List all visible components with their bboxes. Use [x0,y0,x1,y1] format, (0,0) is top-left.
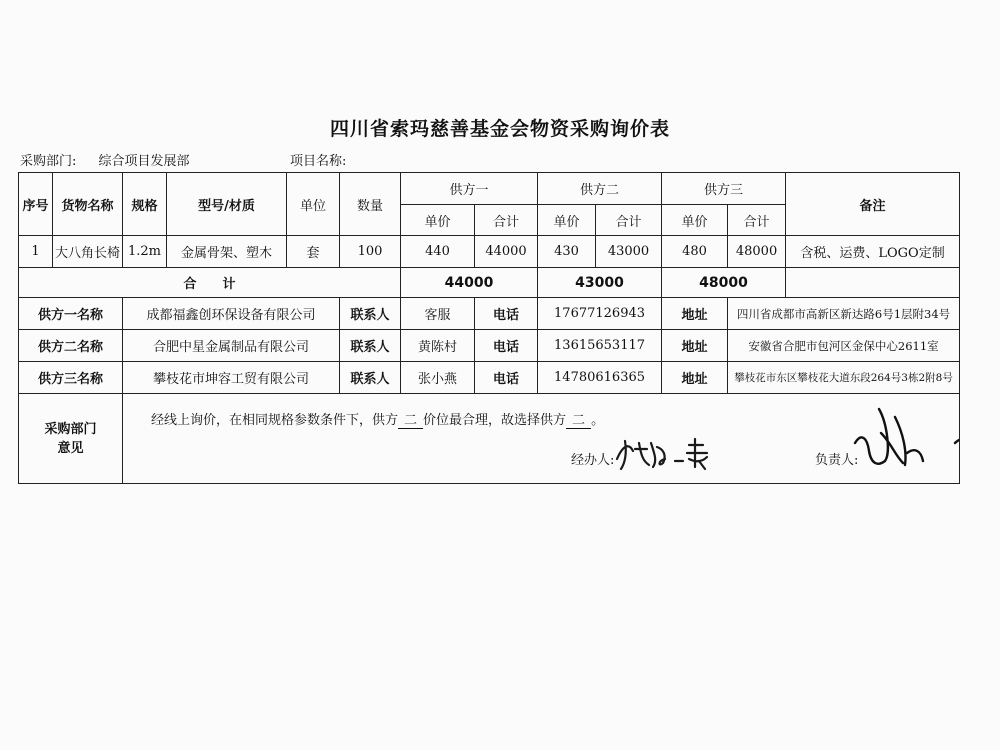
sum-supplier1: 44000 [401,268,538,298]
item-model: 金属骨架、塑木 [167,236,287,268]
supplier-label: 供方三名称 [19,362,123,394]
opinion-text-after: 。 [591,412,605,428]
header-row [19,173,960,205]
supplier-contact: 黄陈村 [401,330,475,362]
item-s3-price: 480 [662,236,728,268]
item-s2-price: 430 [538,236,596,268]
header-s2-unit-price: 单价 [538,205,596,236]
department-value: 综合项目发展部 [98,154,190,169]
item-name: 大八角长椅 [53,236,123,268]
item-s2-total: 43000 [596,236,662,268]
supplier-row [19,298,960,330]
sum-remark [786,268,960,298]
item-remark: 含税、运费、LOGO定制 [786,236,960,268]
header-qty: 数量 [340,173,401,236]
header-spec: 规格 [123,173,167,236]
supplier-address: 攀枝花市东区攀枝花大道东段264号3栋2附8号 [728,362,960,394]
contact-label: 联系人 [340,298,401,330]
handler-label: 经办人: [571,452,615,468]
sum-row [19,268,960,298]
opinion-text-before: 经线上询价，在相同规格参数条件下，供方 [151,412,399,428]
item-spec: 1.2m [123,236,167,268]
opinion-text [151,409,604,429]
sum-label: 合 计 [19,268,401,298]
header-supplier1: 供方一 [401,173,538,205]
supplier-phone: 17677126943 [538,298,662,330]
responsible-signature [851,403,960,475]
opinion-fill-1: 二 [398,409,423,429]
header-unit: 单位 [287,173,340,236]
supplier-name: 合肥中星金属制品有限公司 [123,330,340,362]
supplier-phone: 13615653117 [538,330,662,362]
item-s1-price: 440 [401,236,475,268]
opinion-label [19,394,123,484]
contact-label: 联系人 [340,362,401,394]
header-s1-unit-price: 单价 [401,205,475,236]
supplier-address: 安徽省合肥市包河区金保中心2611室 [728,330,960,362]
item-unit: 套 [287,236,340,268]
contact-label: 联系人 [340,330,401,362]
address-label: 地址 [662,362,728,394]
sum-supplier3: 48000 [662,268,786,298]
supplier-phone: 14780616365 [538,362,662,394]
form-title: 四川省索玛慈善基金会物资采购询价表 [329,118,670,140]
supplier-address: 四川省成都市高新区新达路6号1层附34号 [728,298,960,330]
header-remark: 备注 [786,173,960,236]
opinion-fill-2: 二 [566,409,591,429]
supplier-contact: 张小燕 [401,362,475,394]
supplier-row [19,330,960,362]
opinion-row [19,394,960,484]
project-name-field [290,150,354,169]
item-s3-total: 48000 [728,236,786,268]
opinion-text-middle: 价位最合理，故选择供方 [423,412,567,428]
department-label: 采购部门: [20,154,77,169]
sum-supplier2: 43000 [538,268,662,298]
supplier-name: 成都福鑫创环保设备有限公司 [123,298,340,330]
header-supplier2: 供方二 [538,173,662,205]
header-supplier3: 供方三 [662,173,786,205]
item-s1-total: 44000 [475,236,538,268]
item-qty: 100 [340,236,401,268]
phone-label: 电话 [475,298,538,330]
opinion-label-line1: 采购部门 [44,421,97,437]
header-goods-name: 货物名称 [53,173,123,236]
opinion-label-line2: 意见 [57,440,84,456]
phone-label: 电话 [475,330,538,362]
handler-signature [613,431,733,473]
supplier-name: 攀枝花市坤容工贸有限公司 [123,362,340,394]
supplier-contact: 客服 [401,298,475,330]
header-s3-unit-price: 单价 [662,205,728,236]
supplier-label: 供方二名称 [19,330,123,362]
table-row [19,236,960,268]
header-s1-total: 合计 [475,205,538,236]
address-label: 地址 [662,330,728,362]
department-field [20,150,198,169]
supplier-label: 供方一名称 [19,298,123,330]
inquiry-table [18,172,960,484]
header-model: 型号/材质 [167,173,287,236]
supplier-row [19,362,960,394]
item-seq: 1 [19,236,53,268]
header-s2-total: 合计 [596,205,662,236]
phone-label: 电话 [475,362,538,394]
responsible-label: 负责人: [815,452,859,468]
address-label: 地址 [662,298,728,330]
opinion-content [123,394,960,484]
project-name-label: 项目名称: [290,154,347,169]
header-seq: 序号 [19,173,53,236]
header-s3-total: 合计 [728,205,786,236]
